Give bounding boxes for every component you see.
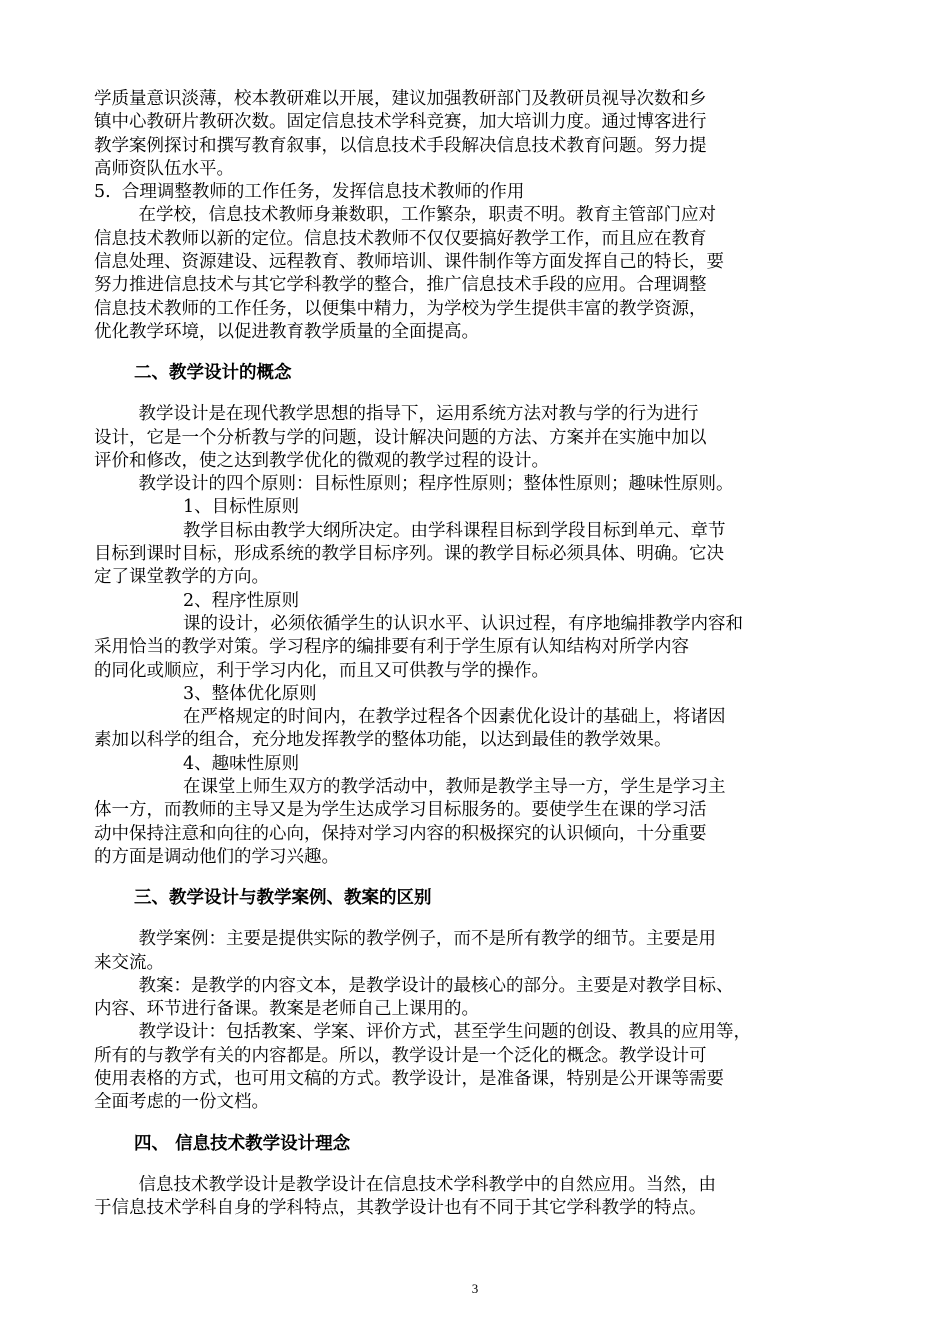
- text-line: 内容、环节进行备课。教案是老师自己上课用的。: [94, 999, 479, 1020]
- text-line: 5. 合理调整教师的工作任务，发挥信息技术教师的作用: [94, 182, 525, 203]
- text-line: 目标到课时目标，形成系统的教学目标序列。课的教学目标必须具体、明确。它决: [94, 544, 724, 565]
- text-line: 课的设计，必须依循学生的认识水平、认识过程，有序地编排教学内容和: [94, 613, 744, 634]
- text-line: 在学校，信息技术教师身兼数职，工作繁杂，职责不明。教育主管部门应对: [94, 205, 716, 226]
- text-line: 在课堂上师生双方的教学活动中，教师是教学主导一方，学生是学习主: [94, 777, 726, 798]
- text-line: 于信息技术学科自身的学科特点，其教学设计也有不同于其它学科教学的特点。: [94, 1197, 707, 1218]
- text-line: 4、趣味性原则: [94, 753, 300, 774]
- section3-body: [94, 928, 858, 1114]
- section4-body: [94, 1174, 858, 1221]
- text-line: 来交流。: [94, 952, 164, 973]
- text-line: 采用恰当的教学对策。学习程序的编排要有利于学生原有认知结构对所学内容: [94, 637, 689, 658]
- text-line: 评价和修改，使之达到教学优化的微观的教学过程的设计。: [94, 450, 549, 471]
- text-line: 3、整体优化原则: [94, 683, 317, 704]
- text-line: 的方面是调动他们的学习兴趣。: [94, 846, 339, 867]
- text-line: 全面考虑的一份文档。: [94, 1092, 269, 1113]
- text-line: 教学目标由教学大纲所决定。由学科课程目标到学段目标到单元、章节: [94, 520, 726, 541]
- section2-body: [94, 403, 858, 869]
- text-line: 信息技术教师的工作任务，以便集中精力，为学校为学生提供丰富的教学资源，: [94, 298, 707, 319]
- text-line: 设计，它是一个分析教与学的问题，设计解决问题的方法、方案并在实施中加以: [94, 427, 707, 448]
- section-heading-3: 三、教学设计与教学案例、教案的区别: [134, 888, 432, 909]
- text-line: 教学设计是在现代教学思想的指导下，运用系统方法对教与学的行为进行: [94, 404, 699, 425]
- text-line: 镇中心教研片教研次数。固定信息技术学科竞赛，加大培训力度。通过博客进行: [94, 112, 707, 133]
- text-line: 体一方，而教师的主导又是为学生达成学习目标服务的。要使学生在课的学习活: [94, 800, 707, 821]
- section-heading-4: 四、 信息技术教学设计理念: [134, 1133, 351, 1154]
- text-line: 在严格规定的时间内，在教学过程各个因素优化设计的基础上，将诸因: [94, 707, 726, 728]
- text-line: 信息处理、资源建设、远程教育、教师培训、课件制作等方面发挥自己的特长，要: [94, 252, 724, 273]
- text-line: 1、目标性原则: [94, 497, 300, 518]
- text-line: 的同化或顺应，利于学习内化，而且又可供教与学的操作。: [94, 660, 549, 681]
- text-line: 教学设计：包括教案、学案、评价方式，甚至学生问题的创设、教具的应用等，: [94, 1022, 751, 1043]
- text-line: 教学设计的四个原则：目标性原则；程序性原则；整体性原则；趣味性原则。: [94, 474, 734, 495]
- text-line: 教案：是教学的内容文本，是教学设计的最核心的部分。主要是对教学目标、: [94, 975, 734, 996]
- text-line: 2、程序性原则: [94, 590, 300, 611]
- text-line: 学质量意识淡薄，校本教研难以开展，建议加强教研部门及教研员视导次数和乡: [94, 89, 707, 109]
- section-heading-2: 二、教学设计的概念: [134, 363, 292, 384]
- section1-tail: [94, 88, 858, 344]
- text-line: 优化教学环境，以促进教育教学质量的全面提高。: [94, 321, 479, 342]
- text-line: 教学案例探讨和撰写教育叙事，以信息技术手段解决信息技术教育问题。努力提: [94, 135, 707, 156]
- text-line: 定了课堂教学的方向。: [94, 567, 269, 588]
- text-line: 教学案例：主要是提供实际的教学例子，而不是所有教学的细节。主要是用: [94, 929, 716, 950]
- text-line: 高师资队伍水平。: [94, 158, 234, 179]
- text-line: 动中保持注意和向往的心向，保持对学习内容的积极探究的认识倾向，十分重要: [94, 823, 707, 844]
- text-line: 努力推进信息技术与其它学科教学的整合，推广信息技术手段的应用。合理调整: [94, 275, 707, 296]
- text-line: 信息技术教学设计是教学设计在信息技术学科教学中的自然应用。当然，由: [94, 1174, 716, 1195]
- text-line: 使用表格的方式，也可用文稿的方式。教学设计，是准备课，特别是公开课等需要: [94, 1068, 724, 1089]
- document-page: [94, 88, 858, 1220]
- text-line: 所有的与教学有关的内容都是。所以，教学设计是一个泛化的概念。教学设计可: [94, 1045, 707, 1066]
- page-number: 3: [471, 1281, 479, 1296]
- text-line: 素加以科学的组合，充分地发挥教学的整体功能，以达到最佳的教学效果。: [94, 730, 672, 751]
- text-line: 信息技术教师以新的定位。信息技术教师不仅仅要搞好教学工作，而且应在教育: [94, 228, 707, 249]
